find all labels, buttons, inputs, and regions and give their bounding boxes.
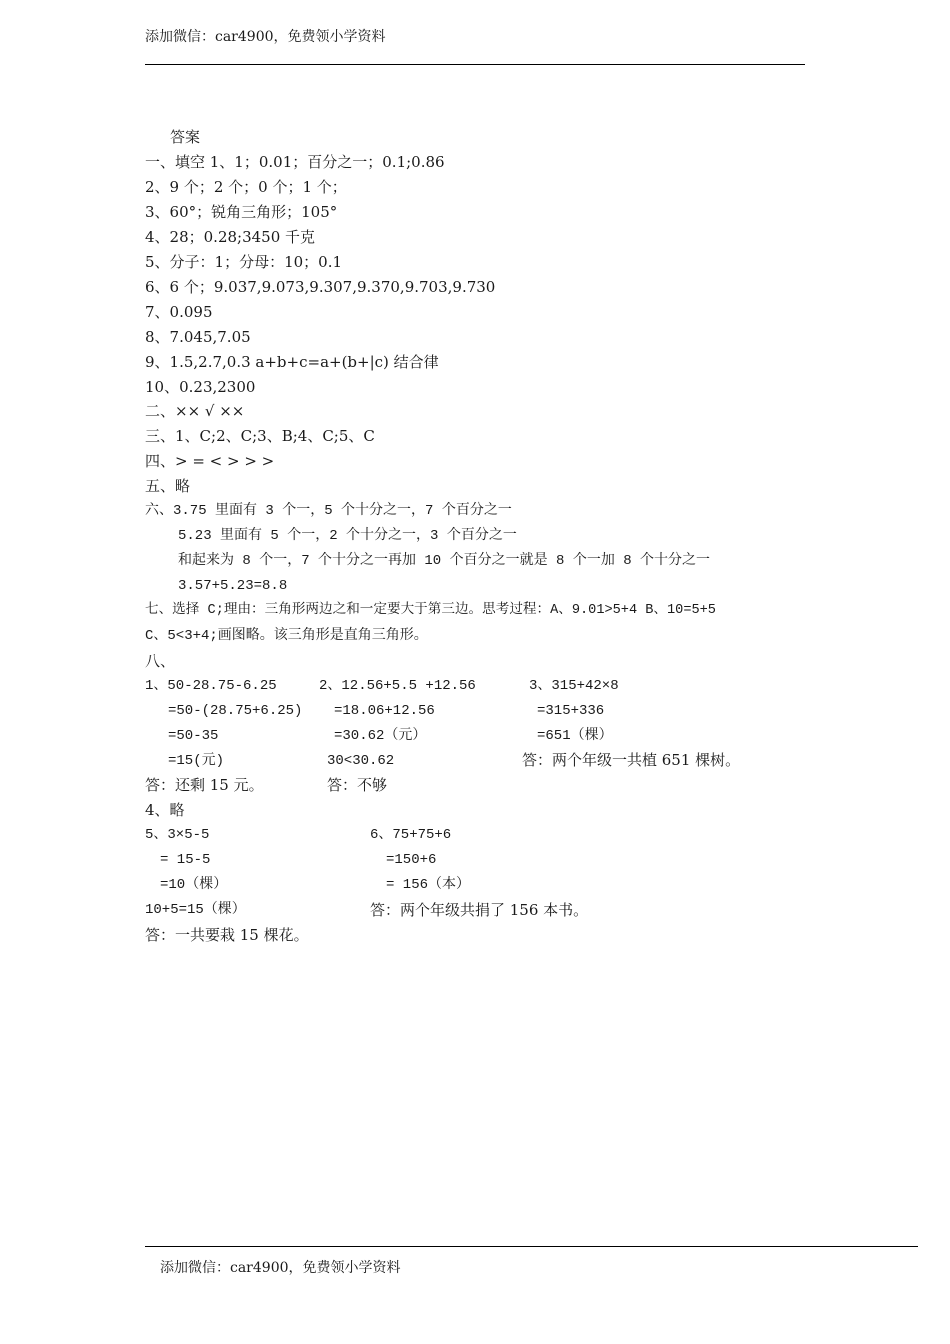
section-6-line-3: 和起来为 8 个一，7 个十分之一再加 10 个百分之一就是 8 个一加 8 个十分之一 (178, 553, 711, 569)
q6-line-2: =150+6 (386, 852, 437, 868)
q1-answer: 答：还剩 15 元。 (145, 776, 264, 794)
q6-line-3: = 156（本） (386, 877, 471, 893)
q3-line-1: 3、315+42×8 (529, 678, 619, 694)
q4-line-1: 4、略 (145, 801, 185, 819)
section-1-line-4: 4、28；0.28;3450 千克 (145, 228, 316, 246)
section-2: 二、×× √ ×× (145, 402, 245, 420)
q2-line-1: 2、12.56+5.5 +12.56 (319, 678, 476, 694)
q2-line-3: =30.62（元） (334, 728, 427, 744)
q5-line-1: 5、3×5-5 (145, 827, 210, 843)
answer-title: 答案 (170, 128, 201, 146)
q5-line-3: =10（棵） (160, 877, 228, 893)
header-rule (145, 64, 805, 65)
section-7-line-1: 七、选择 C;理由：三角形两边之和一定要大于第三边。思考过程：A、9.01>5+4 B、10=5+5 (145, 603, 716, 618)
q1-line-3: =50-35 (168, 728, 219, 744)
section-4: 四、> = < > > > (145, 452, 275, 470)
q2-line-2: =18.06+12.56 (334, 703, 435, 719)
q2-answer: 答：不够 (327, 776, 388, 794)
q3-answer: 答：两个年级一共植 651 棵树。 (522, 751, 741, 769)
footer-rule (145, 1246, 918, 1247)
section-1-line-1: 一、填空 1、1；0.01；百分之一；0.1;0.86 (145, 153, 445, 171)
section-1-line-8: 8、7.045,7.05 (145, 328, 251, 346)
q6-line-1: 6、75+75+6 (370, 827, 452, 843)
section-6-line-2: 5.23 里面有 5 个一，2 个十分之一，3 个百分之一 (178, 528, 517, 544)
q3-line-2: =315+336 (537, 703, 605, 719)
section-1-line-6: 6、6 个；9.037,9.073,9.307,9.370,9.703,9.730 (145, 278, 496, 296)
section-1-line-3: 3、60°；锐角三角形；105° (145, 203, 338, 221)
q5-answer: 答：一共要栽 15 棵花。 (145, 926, 309, 944)
section-6-line-1: 六、3.75 里面有 3 个一，5 个十分之一，7 个百分之一 (145, 503, 512, 519)
section-1-line-5: 5、分子：1；分母：10；0.1 (145, 253, 343, 271)
section-1-line-2: 2、9 个；2 个；0 个；1 个； (145, 178, 347, 196)
section-8-label: 八、 (145, 652, 176, 670)
q5-line-2: = 15-5 (160, 852, 211, 868)
section-7-line-2: C、5<3+4;画图略。该三角形是直角三角形。 (145, 628, 428, 644)
section-5: 五、略 (145, 477, 191, 495)
section-1-line-7: 7、0.095 (145, 303, 213, 321)
q1-line-1: 1、50-28.75-6.25 (145, 678, 277, 694)
page-header-text: 添加微信：car4900，免费领小学资料 (145, 29, 386, 45)
q5-line-4: 10+5=15（棵） (145, 902, 246, 918)
q1-line-4: =15(元) (168, 753, 225, 769)
section-1-line-10: 10、0.23,2300 (145, 378, 256, 396)
q2-line-4: 30<30.62 (327, 753, 395, 769)
section-3: 三、1、C;2、C;3、B;4、C;5、C (145, 427, 375, 445)
q6-answer: 答：两个年级共捐了 156 本书。 (370, 901, 589, 919)
q1-line-2: =50-(28.75+6.25) (168, 703, 303, 719)
section-6-line-4: 3.57+5.23=8.8 (178, 578, 288, 594)
page-footer-text: 添加微信：car4900，免费领小学资料 (160, 1260, 401, 1276)
section-1-line-9: 9、1.5,2.7,0.3 a+b+c=a+(b+|c) 结合律 (145, 353, 439, 371)
q3-line-3: =651（棵） (537, 728, 613, 744)
